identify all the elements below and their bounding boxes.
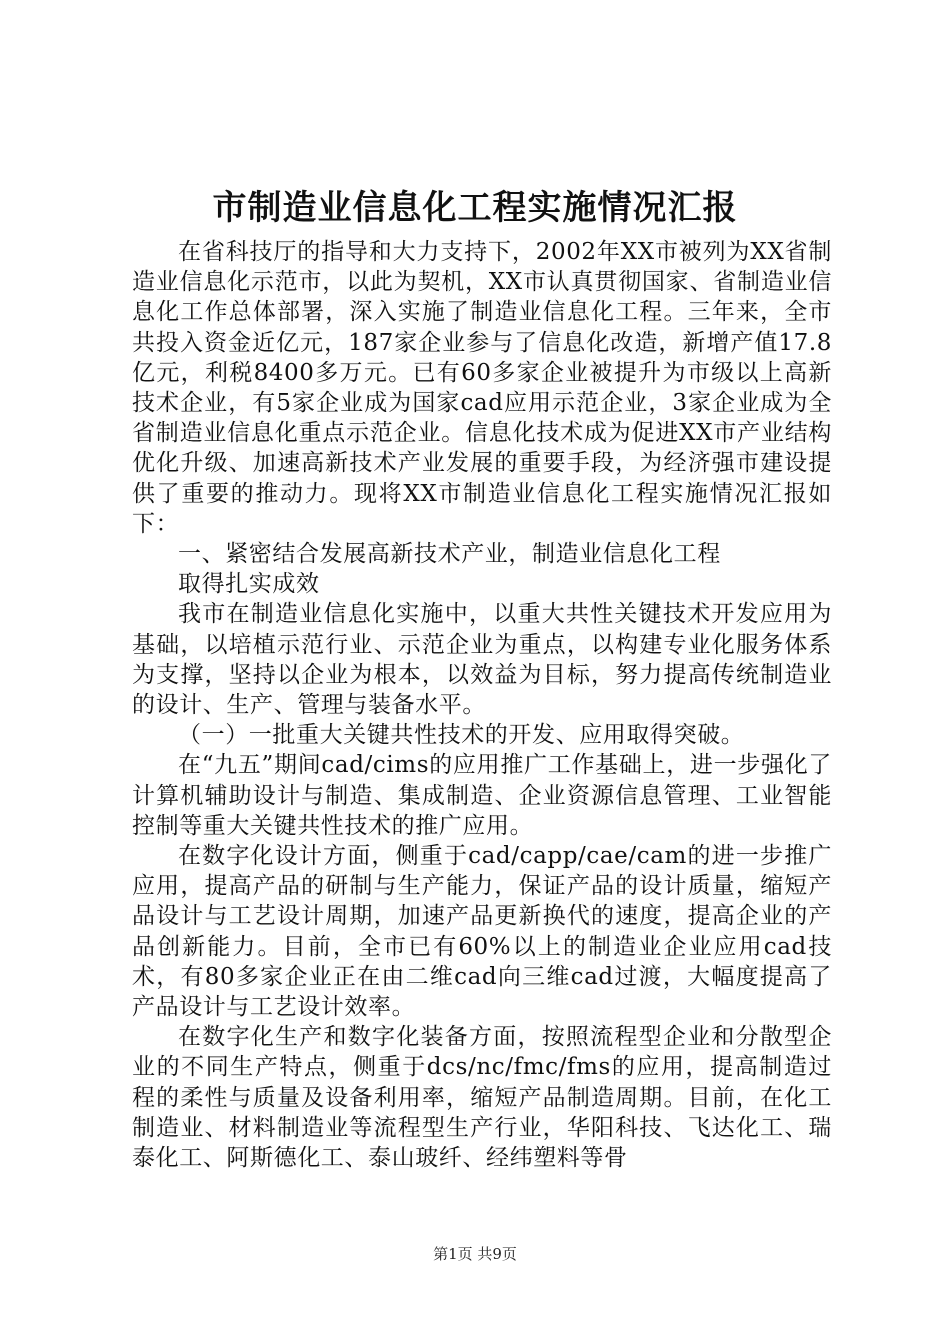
page-number-footer: 第1页 共9页 xyxy=(433,1245,517,1263)
paragraph-approach: 我市在制造业信息化实施中，以重大共性关键技术开发应用为基础，以培植示范行业、示范企业为重点，以构建专业化服务体系为支撑，坚持以企业为根本，以效益为目标，努力提高传统制造业的设计、生产、管理与装备水平。 xyxy=(132,601,832,719)
section-heading-1-continued: 取得扎实成效 xyxy=(178,571,320,598)
paragraph-digital-design: 在数字化设计方面，侧重于cad/capp/cae/cam的进一步推广应用，提高产品的研制与生产能力，保证产品的设计质量，缩短产品设计与工艺设计周期，加速产品更新换代的速度，提高企业的产品创新能力。目前，全市已有60%以上的制造业企业应用cad技术，有80多家企业正在由二维cad向三维cad过渡，大幅度提高了产品设计与工艺设计效率。 xyxy=(132,843,832,1021)
document-body xyxy=(132,237,832,1173)
subsection-heading-1: （一）一批重大关键共性技术的开发、应用取得突破。 xyxy=(178,722,745,749)
paragraph-intro: 在省科技厅的指导和大力支持下，2002年XX市被列为XX省制造业信息化示范市，以此为契机，XX市认真贯彻国家、省制造业信息化工作总体部署，深入实施了制造业信息化工程。三年来，全市共投入资金近亿元，187家企业参与了信息化改造，新增产值17.8亿元，利税8400多万元。已有60多家企业被提升为市级以上高新技术企业，有5家企业成为国家cad应用示范企业，3家企业成为全省制造业信息化重点示范企业。信息化技术成为促进XX市产业结构优化升级、加速高新技术产业发展的重要手段，为经济强市建设提供了重要的推动力。现将XX市制造业信息化工程实施情况汇报如下： xyxy=(132,239,832,537)
document-title: 市制造业信息化工程实施情况汇报 xyxy=(212,188,738,228)
section-heading-1: 一、紧密结合发展高新技术产业，制造业信息化工程 xyxy=(178,541,721,568)
paragraph-digital-production: 在数字化生产和数字化装备方面，按照流程型企业和分散型企业的不同生产特点，侧重于dcs/nc/fmc/fms的应用，提高制造过程的柔性与质量及设备利用率，缩短产品制造周期。目前，在化工制造业、材料制造业等流程型生产行业，华阳科技、飞达化工、瑞泰化工、阿斯德化工、泰山玻纤、经纬塑料等骨 xyxy=(132,1024,832,1172)
paragraph-cad-cims: 在“九五”期间cad/cims的应用推广工作基础上，进一步强化了计算机辅助设计与制造、集成制造、企业资源信息管理、工业智能控制等重大关键共性技术的推广应用。 xyxy=(132,752,832,839)
